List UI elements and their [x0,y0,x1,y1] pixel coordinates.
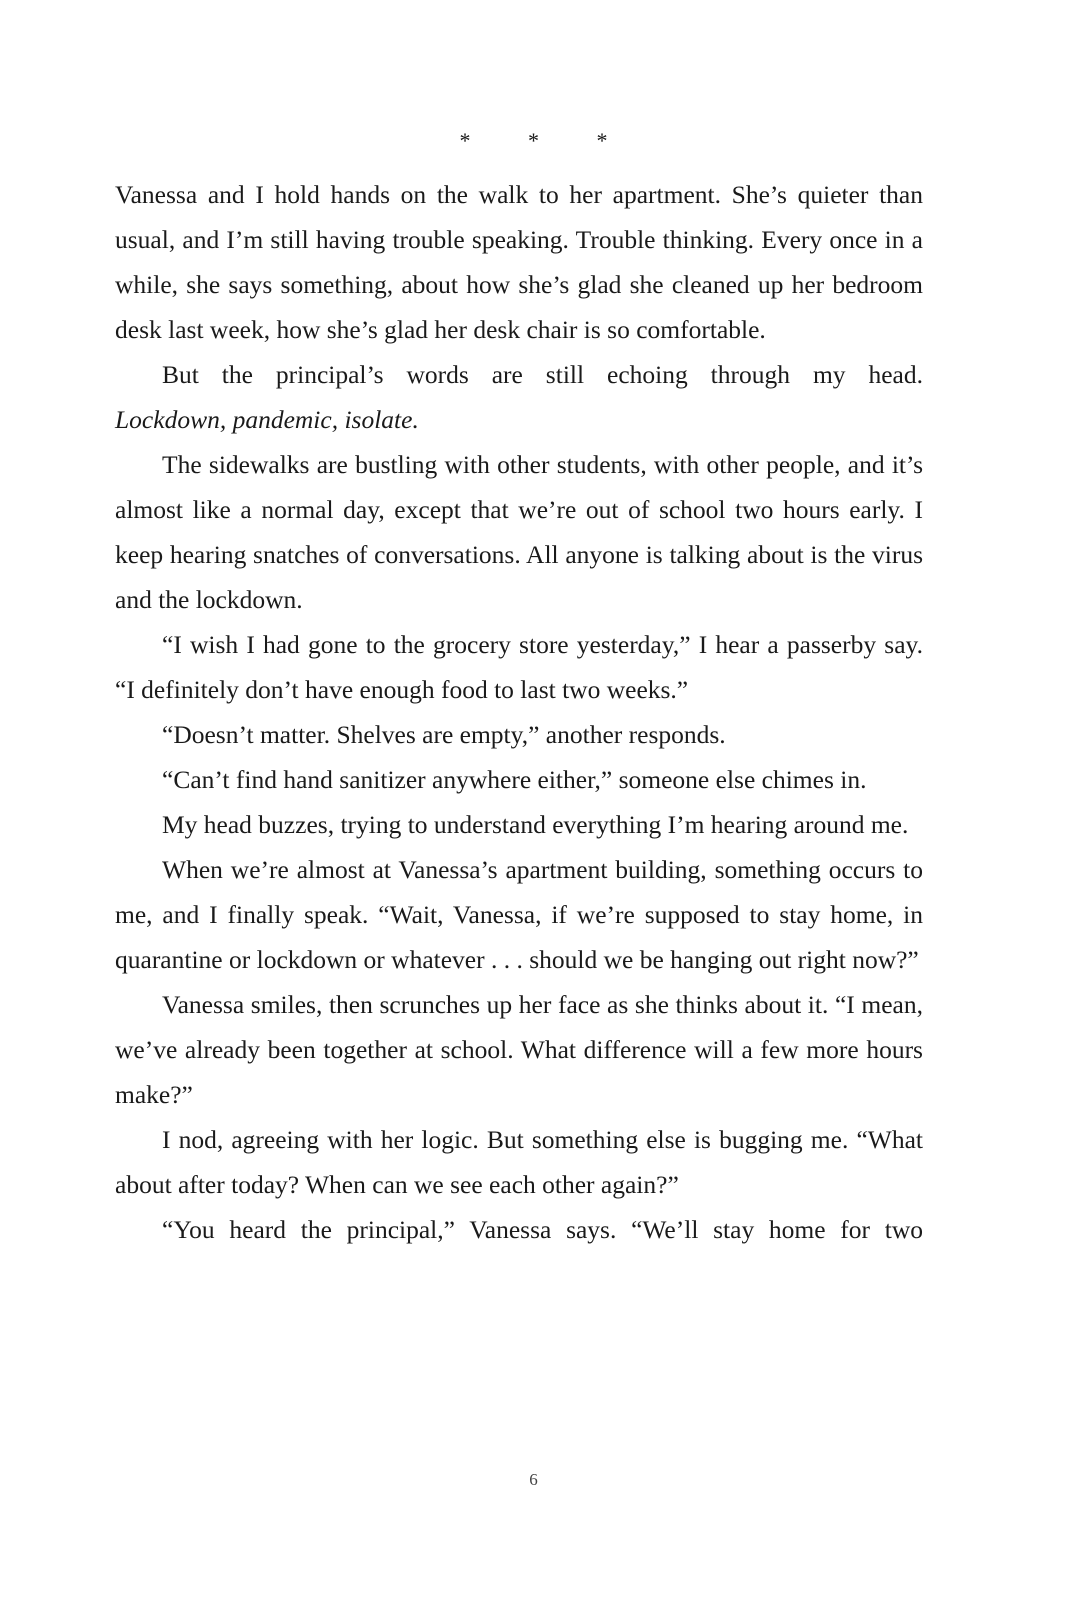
paragraph-9: Vanessa smiles, then scrunches up her face as she thinks about it. “I mean, we’ve already been together at school. What difference will a few more hours make?” [115,990,923,1109]
paragraph-6: “Can’t find hand sanitizer anywhere either,” someone else chimes in. [162,765,867,794]
page-number: 6 [529,1470,538,1489]
paragraph-3: The sidewalks are bustling with other students, with other people, and it’s almost like a normal day, except that we’re out of school two hours early. I keep hearing snatches of conversations. All anyone is talking about is the virus and the lockdown. [115,450,923,614]
scene-break-asterisks: * * * [459,128,634,153]
paragraph-8: When we’re almost at Vanessa’s apartment building, something occurs to me, and I finally speak. “Wait, Vanessa, if we’re supposed to stay home, in quarantine or lockdown or whatever . . . should we be hanging out right now?” [115,855,923,974]
paragraph-10: I nod, agreeing with her logic. But something else is bugging me. “What about after today? When can we see each other again?” [115,1125,923,1199]
paragraph-2: But the principal’s words are still echoing through my head. [162,360,923,389]
paragraph-5: “Doesn’t matter. Shelves are empty,” another responds. [162,720,726,749]
paragraph-7: My head buzzes, trying to understand everything I’m hearing around me. [162,810,909,839]
paragraph-11: “You heard the principal,” Vanessa says. “We’ll stay home for two [162,1215,923,1244]
body-text [115,172,923,1252]
paragraph-1: Vanessa and I hold hands on the walk to her apartment. She’s quieter than usual, and I’m still having trouble speaking. Trouble thinking. Every once in a while, she says something, about how she’s glad she cleaned up her bedroom desk last week, how she’s glad her desk chair is so comfortable. [115,180,923,344]
paragraph-4: “I wish I had gone to the grocery store yesterday,” I hear a passerby say. “I definitely don’t have enough food to last two weeks.” [115,630,923,704]
paragraph-2-italic-words: Lockdown, pandemic, isolate. [115,405,419,434]
